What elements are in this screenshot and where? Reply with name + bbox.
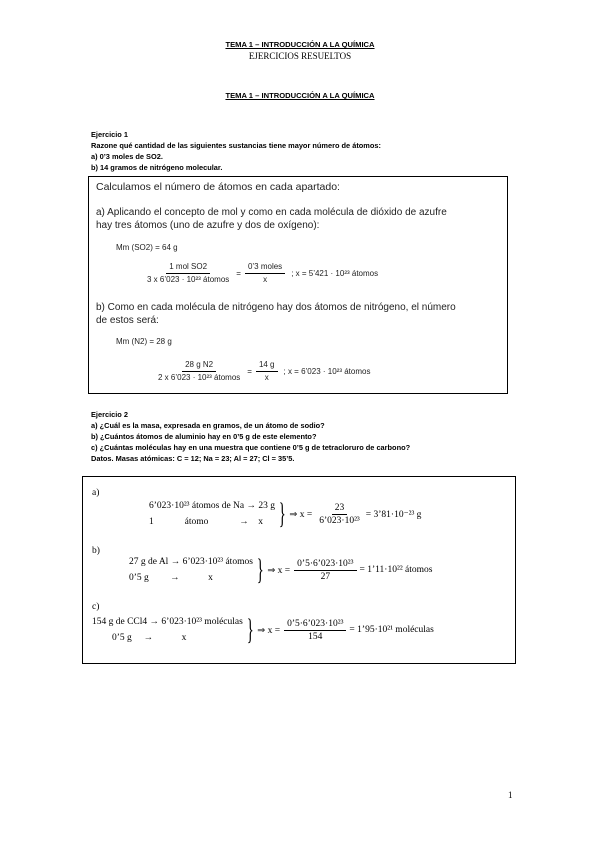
page-number: 1 [508,790,513,800]
exercise2-question-b: b) ¿Cuántos átomos de aluminio hay en 0’5 g de este elemento? [91,432,317,441]
solution1-a-molar-mass: Mm (SO2) = 64 g [116,243,178,252]
solution1-b-text-2: de estos será: [96,315,159,326]
exercise2-solution-box [82,476,516,664]
solution1-a-fraction-1: $\frac{\text{1 mol SO2}}{\text{3 x 6’023 · 10²³ átomos}}$ [147,262,230,284]
solution2-c-fraction: $\frac{\text{0’5·6’023·10²³}}{154}$ [284,618,346,643]
solution2-b-fraction: $\frac{\text{0’5·6’023·10²³}}{27}$ [294,558,356,583]
solution2-b-result: = 1’11·10²² átomos [359,565,433,575]
brace-icon: } [278,497,286,530]
solution1-b-text-1: b) Como en cada molécula de nitrógeno hay dos átomos de nitrógeno, el número [96,302,456,313]
exercise1-label: Ejercicio 1 [91,130,128,139]
solution2-c-line1: 154 g de CCl4 → 6’023·10²³ moléculas [92,617,243,627]
brace-icon: } [246,613,254,646]
document-title: TEMA 1 – INTRODUCCIÓN A LA QUÍMICA [225,40,375,49]
solution2-c-result: = 1’95·10²¹ moléculas [349,625,434,635]
solution2-b-block [129,554,433,586]
solution1-a-equation: $\frac{\text{1 mol SO2}}{\text{3 x 6’023 · 10²³ átomos}}$ = $\frac{\text{0’3 moles}}{x}$ ; x = 5’421 · 10²³ átomos [144,261,378,286]
solution2-c-prefix: ⇒ x = [257,625,281,636]
exercise1-statement: Razone qué cantidad de las siguientes sustancias tiene mayor número de átomos: [91,141,381,150]
solution1-b-equation: $\frac{\text{28 g N2}}{\text{2 x 6’023 · 10²³ átomos}}$ = $\frac{14 g}{x}$ ; x = 6’023 · 10²³ átomos [155,359,370,384]
solution2-a-line1: 6’023·10²³ átomos de Na → 23 g [149,501,276,511]
solution1-a-result: ; x = 5’421 · 10²³ átomos [291,269,379,278]
solution2-a-prefix: ⇒ x = [289,509,313,520]
solution1-a-text-2: hay tres átomos (uno de azufre y dos de oxígeno): [96,220,320,231]
solution2-a-result: = 3’81·10⁻²³ g [365,509,422,520]
document-subtitle: EJERCICIOS RESUELTOS [248,51,352,61]
exercise2-question-c: c) ¿Cuántas moléculas hay en una muestra que contiene 0’5 g de tetracloruro de carbono? [91,443,411,452]
solution2-a-line2: 1 átomo → x [149,517,263,527]
exercise1-item-a: a) 0’3 moles de SO2. [91,152,163,161]
solution2-a-block [149,498,421,530]
exercise2-question-a: a) ¿Cuál es la masa, expresada en gramos, de un átomo de sodio? [91,421,325,430]
solution2-b-line2: 0’5 g → x [129,573,213,583]
solution1-a-text-1: a) Aplicando el concepto de mol y como en cada molécula de dióxido de azufre [96,207,447,218]
solution1-b-result: ; x = 6’023 · 10²³ átomos [283,367,371,376]
exercise1-solution-box [88,176,508,394]
solution2-c-block [92,614,434,646]
solution2-c-label: c) [92,602,100,612]
solution2-b-prefix: ⇒ x = [267,565,291,576]
solution2-a-fraction: $\frac{23}{\text{6’023·10²³}}$ [319,502,360,526]
exercise2-label: Ejercicio 2 [91,410,128,419]
brace-icon: } [256,553,264,586]
exercise2-data: Datos. Masas atómicas: C = 12; Na = 23; Al = 27; Cl = 35’5. [91,454,295,463]
solution2-a-label: a) [92,488,100,498]
solution1-b-fraction-1: $\frac{\text{28 g N2}}{\text{2 x 6’023 · 10²³ átomos}}$ [158,360,241,382]
solution1-b-molar-mass: Mm (N2) = 28 g [116,337,172,346]
exercise1-item-b: b) 14 gramos de nitrógeno molecular. [91,163,223,172]
solution2-b-line1: 27 g de Al → 6’023·10²³ átomos [129,557,253,567]
solution1-intro: Calculamos el número de átomos en cada apartado: [96,181,340,193]
section-title: TEMA 1 – INTRODUCCIÓN A LA QUÍMICA [225,91,375,100]
solution1-a-fraction-2: $\frac{\text{0’3 moles}}{x}$ [245,261,285,286]
solution2-b-label: b) [92,546,100,556]
solution2-c-line2: 0’5 g → x [112,633,187,643]
solution1-b-fraction-2: $\frac{14 g}{x}$ [256,359,278,384]
